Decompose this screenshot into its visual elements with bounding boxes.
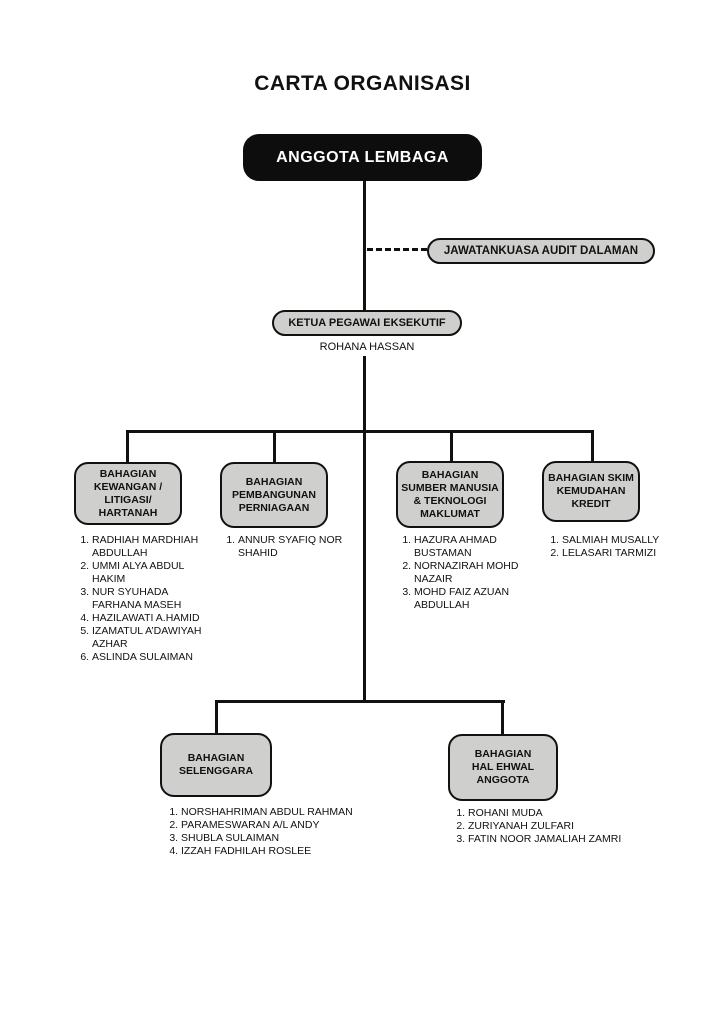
dept-box-selenggara bbox=[160, 733, 272, 797]
member-item: 2. UMMI ALYA ABDUL HAKIM bbox=[92, 560, 216, 586]
member-item: 1. ROHANI MUDA bbox=[468, 807, 670, 820]
dept-box-skim-kemudahan-kredit bbox=[542, 461, 640, 522]
member-item: 1. ANNUR SYAFIQ NOR SHAHID bbox=[238, 534, 354, 560]
member-item: 1. SALMIAH MUSALLY bbox=[562, 534, 678, 547]
connector-drop-sumber bbox=[450, 431, 453, 463]
member-list-hal-ehwal bbox=[452, 807, 670, 846]
member-item: 3. FATIN NOOR JAMALIAH ZAMRI bbox=[468, 833, 670, 846]
member-item: 4. HAZILAWATI A.HAMID bbox=[92, 612, 216, 625]
member-list bbox=[222, 534, 354, 560]
member-list-selenggara bbox=[165, 806, 383, 858]
connector-center-to-row2 bbox=[363, 431, 366, 702]
connector-drop-kewangan bbox=[126, 431, 129, 463]
member-item: 2. LELASARI TARMIZI bbox=[562, 547, 678, 560]
box-title-line: BAHAGIAN bbox=[421, 468, 479, 481]
connector-drop-pembangunan bbox=[273, 431, 276, 463]
node-label: ANGGOTA LEMBAGA bbox=[276, 148, 449, 166]
connector-row2-bar bbox=[215, 700, 505, 703]
member-item: 3. MOHD FAIZ AZUAN ABDULLAH bbox=[414, 586, 530, 612]
box-title-line: PEMBANGUNAN bbox=[232, 488, 316, 501]
page-title: CARTA ORGANISASI bbox=[254, 72, 471, 95]
member-item: 2. NORNAZIRAH MOHD NAZAIR bbox=[414, 560, 530, 586]
box-title-line: ANGGOTA bbox=[476, 774, 530, 786]
member-item: 4. IZZAH FADHILAH ROSLEE bbox=[181, 845, 383, 858]
connector-drop-skim bbox=[591, 431, 594, 463]
member-list-skim-kredit bbox=[546, 534, 678, 560]
box-title-line: LITIGASI/ bbox=[104, 493, 152, 506]
member-list bbox=[165, 806, 383, 858]
member-item: 3. NUR SYUHADA FARHANA MASEH bbox=[92, 586, 216, 612]
box-title-line: KREDIT bbox=[571, 498, 611, 510]
member-item: 1. RADHIAH MARDHIAH ABDULLAH bbox=[92, 534, 216, 560]
node-label: KETUA PEGAWAI EKSEKUTIF bbox=[288, 317, 446, 329]
box-title-line: MAKLUMAT bbox=[420, 507, 480, 520]
box-title-line: KEMUDAHAN bbox=[556, 485, 626, 497]
box-title-line: PERNIAGAAN bbox=[238, 501, 310, 514]
box-title-line: HARTANAH bbox=[98, 506, 158, 519]
box-title-line: BAHAGIAN bbox=[187, 752, 245, 764]
box-title-line: HAL EHWAL bbox=[471, 761, 535, 773]
dept-box-kewangan-litigasi-hartanah bbox=[74, 462, 182, 525]
box-title-line: BAHAGIAN SKIM bbox=[548, 472, 634, 484]
box-title-line: & TEKNOLOGI bbox=[413, 494, 487, 507]
member-item: 1. NORSHAHRIMAN ABDUL RAHMAN bbox=[181, 806, 383, 819]
node-jawatankuasa-audit-dalaman bbox=[427, 238, 655, 264]
node-ketua-pegawai-eksekutif bbox=[272, 310, 462, 336]
member-list bbox=[76, 534, 216, 664]
member-list bbox=[546, 534, 678, 560]
dept-box-hal-ehwal-anggota bbox=[448, 734, 558, 801]
connector-root-to-ceo bbox=[363, 181, 366, 311]
connector-dashed-to-audit bbox=[367, 248, 427, 251]
connector-drop-selenggara bbox=[215, 701, 218, 733]
box-title-line: BAHAGIAN bbox=[99, 467, 157, 480]
member-list-kewangan bbox=[76, 534, 216, 664]
dept-box-sumber-manusia-teknologi bbox=[396, 461, 504, 528]
node-anggota-lembaga bbox=[243, 134, 482, 181]
node-label: JAWATANKUASA AUDIT DALAMAN bbox=[443, 245, 639, 257]
box-title-line: BAHAGIAN bbox=[474, 748, 532, 760]
member-item: 1. HAZURA AHMAD BUSTAMAN bbox=[414, 534, 530, 560]
connector-row1-bar bbox=[126, 430, 594, 433]
member-item: 5. IZAMATUL A’DAWIYAH AZHAR bbox=[92, 625, 216, 651]
ceo-person-name: ROHANA HASSAN bbox=[319, 341, 415, 353]
connector-ceo-to-bar bbox=[363, 356, 366, 431]
member-item: 2. PARAMESWARAN A/L ANDY bbox=[181, 819, 383, 832]
member-item: 6. ASLINDA SULAIMAN bbox=[92, 651, 216, 664]
box-title-line: BAHAGIAN bbox=[245, 475, 303, 488]
member-list bbox=[452, 807, 670, 846]
member-list bbox=[398, 534, 530, 612]
box-title-line: KEWANGAN / bbox=[93, 480, 163, 493]
member-list-sumber-manusia bbox=[398, 534, 530, 612]
connector-drop-hal-ehwal bbox=[501, 701, 504, 734]
member-item: 2. ZURIYANAH ZULFARI bbox=[468, 820, 670, 833]
dept-box-pembangunan-perniagaan bbox=[220, 462, 328, 528]
member-list-pembangunan bbox=[222, 534, 354, 560]
box-title-line: SELENGGARA bbox=[178, 765, 254, 777]
box-title-line: SUMBER MANUSIA bbox=[401, 481, 499, 494]
member-item: 3. SHUBLA SULAIMAN bbox=[181, 832, 383, 845]
